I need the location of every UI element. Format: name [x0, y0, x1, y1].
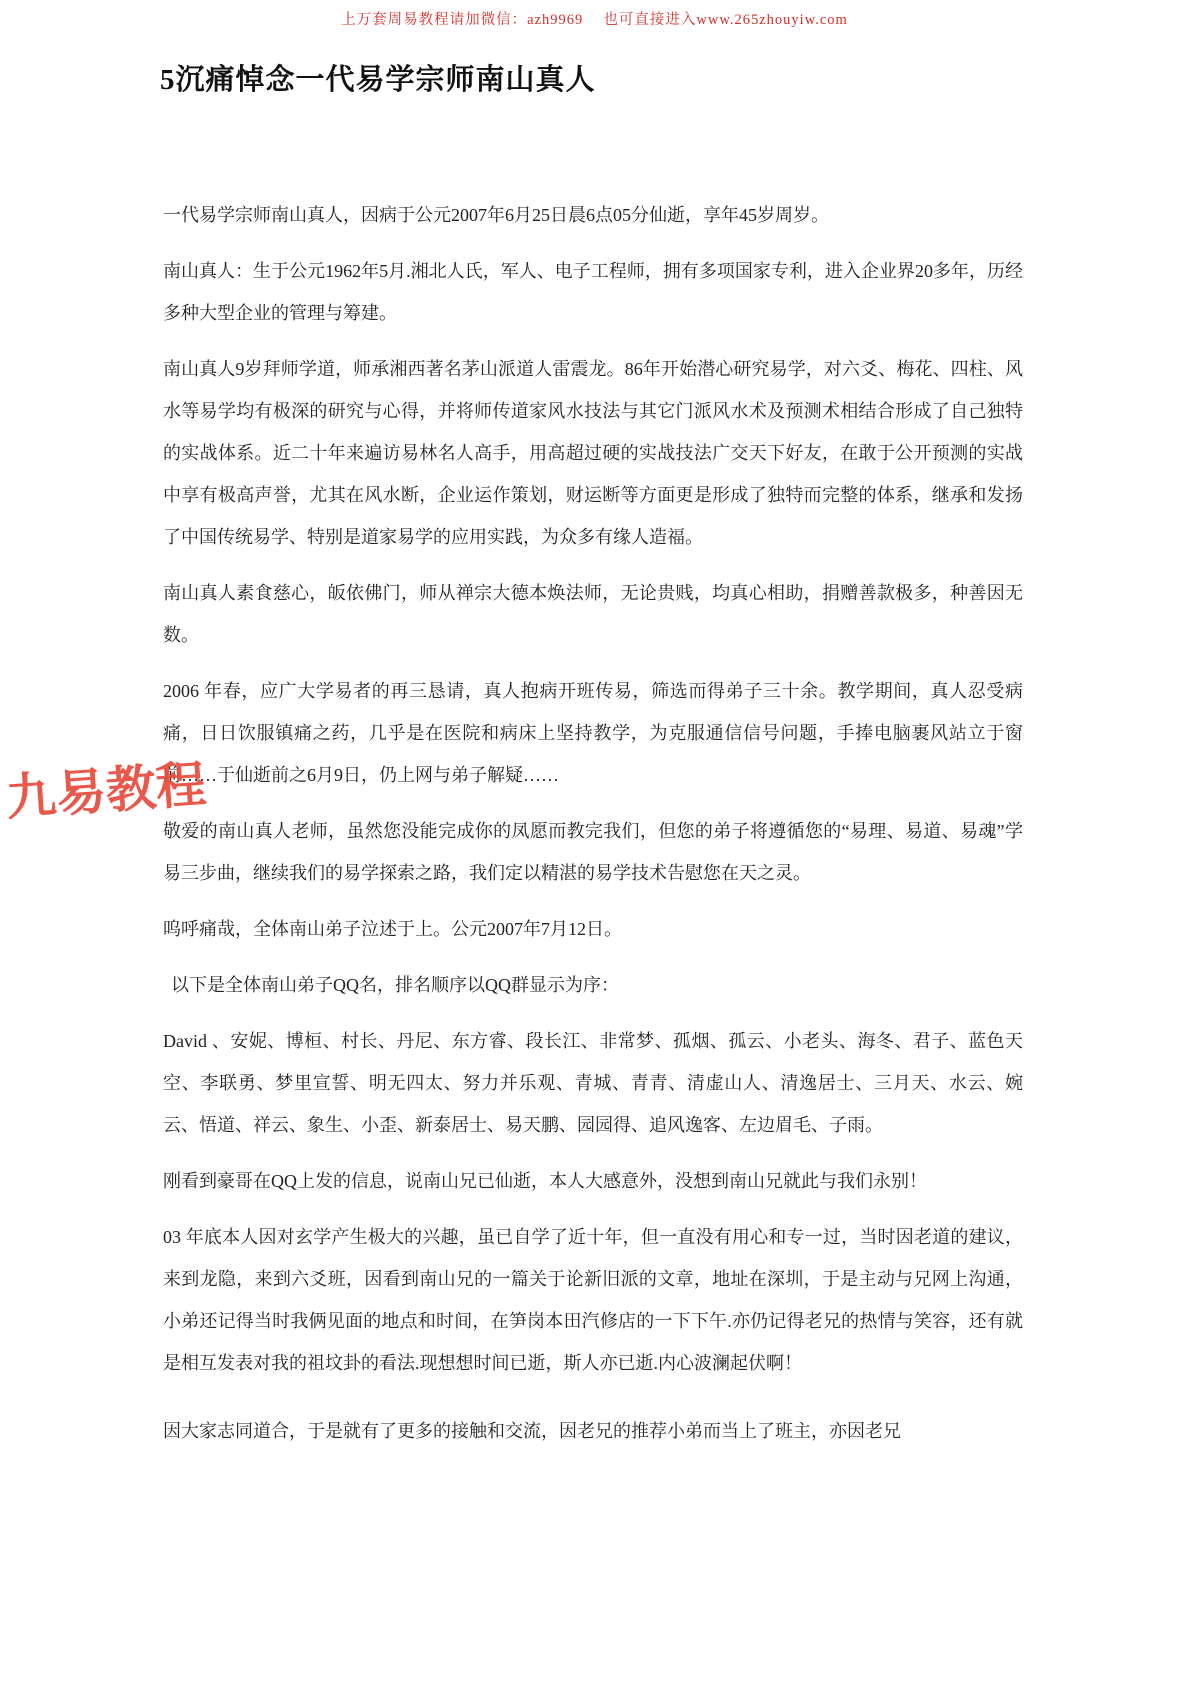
paragraph-signoff-date: 呜呼痛哉，全体南山弟子泣述于上。公元2007年7月12日。 [163, 919, 622, 939]
paragraph-memory-2003: 03 年底本人因对玄学产生极大的兴趣，虽已自学了近十年，但一直没有用心和专一过，当时因老道的建议，来到龙隐，来到六爻班，因看到南山兄的一篇关于论新旧派的文章，地址在深圳，于是主动与兄网上沟通，小弟还记得当时我俩见面的地点和时间，在笋岗本田汽修店的一下下午.亦仍记得老兄的热情与笑容，还有就是相互发表对我的祖坟卦的看法.现想想时间已逝，斯人亦已逝.内心波澜起伏啊！ [163, 1227, 1023, 1373]
paragraph-biography-study: 南山真人9岁拜师学道，师承湘西著名茅山派道人雷震龙。86年开始潜心研究易学，对六爻、梅花、四柱、风水等易学均有极深的研究与心得，并将师传道家风水技法与其它门派风水术及预测术相结合形成了自己独特的实战体系。近二十年来遍访易林名人高手，用高超过硬的实战技法广交天下好友，在敢于公开预测的实战中享有极高声誉，尤其在风水断，企业运作策划，财运断等方面更是形成了独特而完整的体系，继承和发扬了中国传统易学、特别是道家易学的应用实践，为众多有缘人造福。 [163, 359, 1023, 547]
paragraph-friendship: 因大家志同道合，于是就有了更多的接触和交流，因老兄的推荐小弟而当上了班主，亦因老兄 [163, 1421, 901, 1441]
paragraph-qq-name-list: David 、安妮、博桓、村长、丹尼、东方睿、段长江、非常梦、孤烟、孤云、小老头、海冬、君子、蓝色天空、李联勇、梦里宣誓、明无四太、努力并乐观、青城、青青、清虚山人、清逸居士、三月天、水云、婉云、悟道、祥云、象生、小歪、新泰居士、易天鹏、园园得、追风逸客、左边眉毛、子雨。 [163, 1031, 1023, 1135]
paragraph-biography-birth: 南山真人：生于公元1962年5月.湘北人氏，军人、电子工程师，拥有多项国家专利，进入企业界20多年，历经多种大型企业的管理与筹建。 [163, 261, 1023, 323]
paragraph-tribute: 敬爱的南山真人老师，虽然您没能完成你的凤愿而教完我们，但您的弟子将遵循您的“易理、易道、易魂”学易三步曲，继续我们的易学探索之路，我们定以精湛的易学技术告慰您在天之灵。 [163, 821, 1023, 883]
paragraph-biography-charity: 南山真人素食慈心，皈依佛门，师从禅宗大德本焕法师，无论贵贱，均真心相助，捐赠善款极多，种善因无数。 [163, 583, 1023, 645]
paragraph-obituary-announcement: 一代易学宗师南山真人，因病于公元2007年6月25日晨6点05分仙逝，享年45岁周岁。 [163, 205, 829, 225]
page-title: 5沉痛悼念一代易学宗师南山真人 [160, 64, 596, 96]
paragraph-teaching-2006: 2006 年春，应广大学易者的再三恳请，真人抱病开班传易，筛选而得弟子三十余。教学期间，真人忍受病痛，日日饮服镇痛之药，几乎是在医院和病床上坚持教学，为克服通信信号问题，手捧电脑裹风站立于窗前……于仙逝前之6月9日，仍上网与弟子解疑…… [163, 681, 1023, 785]
paragraph-qq-list-intro: 以下是全体南山弟子QQ名，排名顺序以QQ群显示为序： [171, 975, 619, 995]
header-promo-text: 上万套周易教程请加微信：azh9969 也可直接进入www.265zhouyiw.com [341, 12, 848, 28]
watermark-jiuyi-jiaocheng: 九易教程 [4, 756, 208, 826]
document-body [163, 194, 1023, 1452]
paragraph-reaction-news: 刚看到豪哥在QQ上发的信息，说南山兄已仙逝，本人大感意外，没想到南山兄就此与我们永别！ [163, 1171, 927, 1191]
